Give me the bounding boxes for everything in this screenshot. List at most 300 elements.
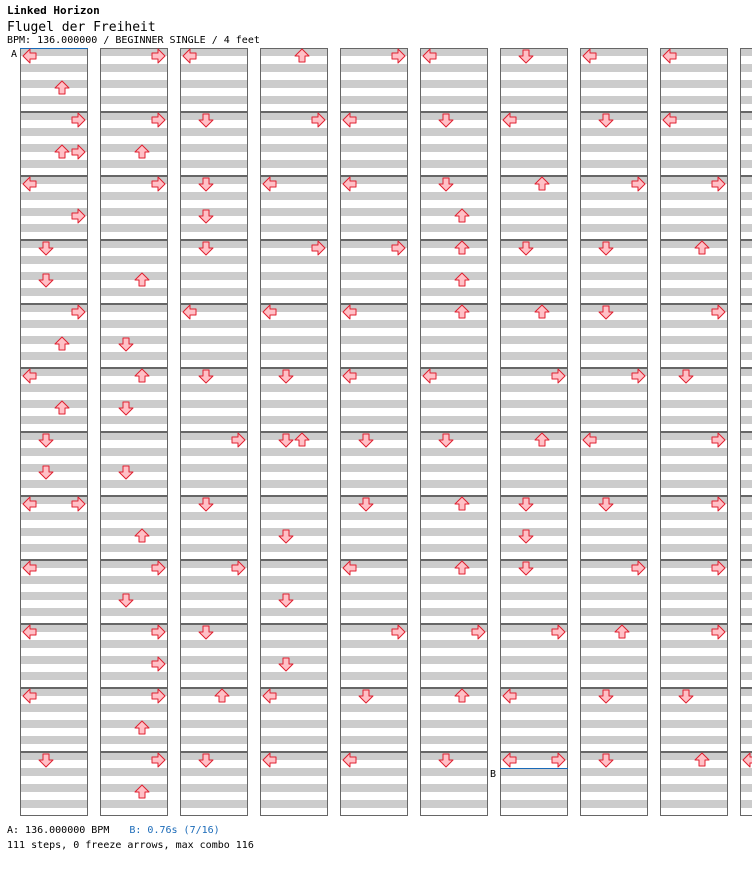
beat-stripe [580, 256, 648, 264]
beat-stripe [180, 720, 248, 728]
beat-stripe [260, 448, 328, 456]
beat-stripe [500, 64, 568, 72]
beat-stripe [660, 352, 728, 360]
beat-stripe [340, 672, 408, 680]
beat-stripe [660, 64, 728, 72]
measure [740, 688, 752, 752]
beat-stripe [420, 592, 488, 600]
beat-stripe [660, 208, 728, 216]
beat-stripe [20, 400, 88, 408]
beat-stripe [420, 704, 488, 712]
measure [260, 368, 328, 432]
beat-stripe [740, 144, 752, 152]
beat-stripe [500, 224, 568, 232]
beat-stripe [20, 448, 88, 456]
beat-stripe [580, 400, 648, 408]
beat-stripe [420, 160, 488, 168]
beat-stripe [500, 736, 568, 744]
beat-stripe [420, 576, 488, 584]
beat-stripe [100, 544, 168, 552]
beat-stripe [660, 480, 728, 488]
beat-stripe [660, 640, 728, 648]
beat-stripe [420, 112, 488, 120]
beat-stripe [260, 768, 328, 776]
beat-stripe [660, 192, 728, 200]
beat-stripe [660, 80, 728, 88]
beat-stripe [500, 560, 568, 568]
beat-stripe [260, 496, 328, 504]
beat-stripe [500, 176, 568, 184]
beat-stripe [100, 800, 168, 808]
beat-stripe [580, 320, 648, 328]
beat-stripe [180, 368, 248, 376]
beat-stripe [20, 416, 88, 424]
beat-stripe [740, 640, 752, 648]
beat-stripe [260, 544, 328, 552]
beat-stripe [20, 640, 88, 648]
beat-stripe [180, 208, 248, 216]
beat-stripe [340, 656, 408, 664]
beat-stripe [580, 160, 648, 168]
beat-stripe [20, 480, 88, 488]
beat-stripe [740, 304, 752, 312]
beat-stripe [260, 80, 328, 88]
beat-stripe [100, 464, 168, 472]
beat-stripe [20, 784, 88, 792]
stop-marker-label: B [490, 769, 497, 780]
measure [740, 496, 752, 560]
beat-stripe [20, 704, 88, 712]
beat-stripe [740, 448, 752, 456]
measure [180, 368, 248, 432]
beat-stripe [740, 576, 752, 584]
artist-name: Linked Horizon [7, 4, 100, 17]
measure [100, 240, 168, 304]
beat-stripe [500, 464, 568, 472]
beat-stripe [20, 528, 88, 536]
beat-stripe [20, 336, 88, 344]
beat-stripe [580, 688, 648, 696]
beat-stripe [580, 192, 648, 200]
beat-stripe [500, 608, 568, 616]
beat-stripe [20, 592, 88, 600]
beat-stripe [500, 144, 568, 152]
beat-stripe [340, 160, 408, 168]
beat-stripe [340, 800, 408, 808]
beat-stripe [660, 576, 728, 584]
beat-stripe [340, 592, 408, 600]
beat-stripe [180, 256, 248, 264]
beat-stripe [20, 128, 88, 136]
beat-stripe [100, 496, 168, 504]
measure [180, 112, 248, 176]
measure-grid [20, 48, 752, 816]
beat-stripe [260, 592, 328, 600]
beat-stripe [180, 352, 248, 360]
beat-stripe [180, 288, 248, 296]
beat-stripe [260, 576, 328, 584]
beat-stripe [420, 64, 488, 72]
measure [420, 560, 488, 624]
measure [500, 496, 568, 560]
beat-stripe [580, 464, 648, 472]
beat-stripe [180, 384, 248, 392]
beat-stripe [660, 544, 728, 552]
beat-stripe [100, 736, 168, 744]
beat-stripe [180, 480, 248, 488]
beat-stripe [500, 288, 568, 296]
beat-stripe [580, 416, 648, 424]
beat-stripe [260, 336, 328, 344]
beat-stripe [580, 112, 648, 120]
bpm-marker-label: A [11, 49, 18, 60]
measure [740, 624, 752, 688]
song-title: Flugel der Freiheit [7, 20, 156, 35]
beat-stripe [420, 352, 488, 360]
beat-stripe [500, 256, 568, 264]
beat-stripe [420, 496, 488, 504]
measure [20, 432, 88, 496]
beat-stripe [260, 192, 328, 200]
beat-stripe [420, 560, 488, 568]
beat-stripe [180, 528, 248, 536]
measure [340, 496, 408, 560]
beat-stripe [100, 192, 168, 200]
measure [660, 688, 728, 752]
beat-stripe [100, 720, 168, 728]
beat-stripe [660, 384, 728, 392]
measure [500, 176, 568, 240]
beat-stripe [20, 576, 88, 584]
beat-stripe [500, 80, 568, 88]
beat-stripe [180, 768, 248, 776]
beat-stripe [340, 64, 408, 72]
beat-stripe [580, 592, 648, 600]
beat-stripe [260, 656, 328, 664]
step-stats: 111 steps, 0 freeze arrows, max combo 116 [7, 840, 254, 851]
measure [740, 304, 752, 368]
beat-stripe [420, 800, 488, 808]
beat-stripe [740, 272, 752, 280]
beat-stripe [740, 512, 752, 520]
beat-stripe [420, 80, 488, 88]
beat-stripe [420, 608, 488, 616]
beat-stripe [740, 336, 752, 344]
beat-stripe [420, 448, 488, 456]
beat-stripe [260, 288, 328, 296]
beat-stripe [660, 656, 728, 664]
beat-stripe [740, 48, 752, 56]
measure [20, 240, 88, 304]
measure [580, 496, 648, 560]
beat-stripe [260, 384, 328, 392]
beat-stripe [500, 320, 568, 328]
beat-stripe [500, 208, 568, 216]
beat-stripe [420, 192, 488, 200]
beat-stripe [180, 192, 248, 200]
beat-stripe [340, 384, 408, 392]
beat-stripe [100, 160, 168, 168]
beat-stripe [100, 368, 168, 376]
beat-stripe [580, 224, 648, 232]
measure [500, 304, 568, 368]
measure [740, 112, 752, 176]
beat-stripe [260, 128, 328, 136]
beat-stripe [100, 96, 168, 104]
measure [740, 432, 752, 496]
measure [740, 48, 752, 112]
beat-stripe [20, 256, 88, 264]
beat-stripe [340, 128, 408, 136]
beat-stripe [740, 592, 752, 600]
beat-stripe [660, 768, 728, 776]
beat-stripe [260, 512, 328, 520]
beat-stripe [580, 240, 648, 248]
beat-stripe [180, 176, 248, 184]
beat-stripe [20, 720, 88, 728]
beat-stripe [500, 528, 568, 536]
beat-stripe [740, 544, 752, 552]
beat-stripe [180, 240, 248, 248]
beat-stripe [500, 512, 568, 520]
measure [500, 560, 568, 624]
beat-stripe [180, 224, 248, 232]
beat-stripe [580, 672, 648, 680]
beat-stripe [740, 496, 752, 504]
beat-stripe [660, 704, 728, 712]
beat-stripe [500, 400, 568, 408]
beat-stripe [100, 608, 168, 616]
beat-stripe [420, 480, 488, 488]
beat-stripe [260, 64, 328, 72]
beat-stripe [740, 560, 752, 568]
measure [580, 752, 648, 816]
beat-stripe [420, 720, 488, 728]
beat-stripe [500, 416, 568, 424]
beat-stripe [260, 224, 328, 232]
beat-stripe [180, 464, 248, 472]
beat-stripe [580, 96, 648, 104]
beat-stripe [260, 736, 328, 744]
measure [180, 752, 248, 816]
measure [420, 496, 488, 560]
beat-stripe [340, 448, 408, 456]
beat-stripe [500, 784, 568, 792]
beat-stripe [420, 320, 488, 328]
measure [20, 752, 88, 816]
measure [260, 48, 328, 112]
measure [500, 432, 568, 496]
beat-stripe [500, 704, 568, 712]
beat-stripe [740, 208, 752, 216]
measure [420, 688, 488, 752]
beat-stripe [420, 304, 488, 312]
measure [420, 304, 488, 368]
beat-stripe [740, 800, 752, 808]
beat-stripe [180, 544, 248, 552]
beat-stripe [420, 272, 488, 280]
beat-stripe [340, 224, 408, 232]
measure [340, 432, 408, 496]
beat-stripe [580, 608, 648, 616]
beat-stripe [20, 272, 88, 280]
beat-stripe [260, 432, 328, 440]
beat-stripe [100, 304, 168, 312]
beat-stripe [740, 96, 752, 104]
beat-stripe [100, 352, 168, 360]
beat-stripe [340, 208, 408, 216]
beat-stripe [740, 384, 752, 392]
beat-stripe [660, 512, 728, 520]
beat-stripe [100, 512, 168, 520]
beat-stripe [260, 640, 328, 648]
beat-stripe [20, 320, 88, 328]
beat-stripe [100, 384, 168, 392]
beat-stripe [260, 368, 328, 376]
beat-stripe [20, 384, 88, 392]
beat-stripe [580, 496, 648, 504]
beat-stripe [580, 720, 648, 728]
beat-stripe [740, 672, 752, 680]
beat-stripe [260, 272, 328, 280]
beat-stripe [260, 720, 328, 728]
beat-stripe [340, 704, 408, 712]
beat-stripe [340, 784, 408, 792]
beat-stripe [500, 672, 568, 680]
beat-stripe [20, 64, 88, 72]
beat-stripe [420, 224, 488, 232]
beat-stripe [20, 432, 88, 440]
beat-stripe [180, 784, 248, 792]
beat-stripe [340, 288, 408, 296]
beat-stripe [420, 544, 488, 552]
beat-stripe [420, 640, 488, 648]
beat-stripe [260, 704, 328, 712]
beat-stripe [180, 64, 248, 72]
beat-stripe [420, 288, 488, 296]
beat-stripe [100, 288, 168, 296]
beat-stripe [740, 528, 752, 536]
beat-stripe [260, 96, 328, 104]
beat-stripe [500, 272, 568, 280]
beat-stripe [100, 400, 168, 408]
beat-stripe [100, 144, 168, 152]
beat-stripe [660, 784, 728, 792]
beat-stripe [260, 256, 328, 264]
measure [420, 752, 488, 816]
beat-stripe [420, 128, 488, 136]
beat-stripe [100, 416, 168, 424]
beat-stripe [660, 688, 728, 696]
beat-stripe [500, 432, 568, 440]
beat-stripe [500, 448, 568, 456]
beat-stripe [20, 160, 88, 168]
beat-stripe [580, 352, 648, 360]
beat-stripe [260, 528, 328, 536]
beat-stripe [740, 720, 752, 728]
beat-stripe [340, 544, 408, 552]
beat-stripe [580, 144, 648, 152]
beat-stripe [20, 80, 88, 88]
beat-stripe [180, 736, 248, 744]
measure [180, 176, 248, 240]
beat-stripe [740, 768, 752, 776]
beat-stripe [260, 320, 328, 328]
beat-stripe [340, 320, 408, 328]
beat-stripe [20, 512, 88, 520]
beat-stripe [740, 352, 752, 360]
measure [260, 560, 328, 624]
beat-stripe [340, 96, 408, 104]
measure [420, 240, 488, 304]
measure [580, 304, 648, 368]
beat-stripe [420, 736, 488, 744]
beat-stripe [740, 480, 752, 488]
beat-stripe [180, 272, 248, 280]
beat-stripe [180, 496, 248, 504]
beat-stripe [20, 736, 88, 744]
beat-stripe [180, 656, 248, 664]
measure [740, 240, 752, 304]
beat-stripe [740, 688, 752, 696]
beat-stripe [660, 320, 728, 328]
beat-stripe [740, 128, 752, 136]
beat-stripe [740, 176, 752, 184]
beat-stripe [180, 112, 248, 120]
beat-stripe [580, 64, 648, 72]
beat-stripe [500, 352, 568, 360]
beat-stripe [580, 752, 648, 760]
beat-stripe [660, 464, 728, 472]
beat-stripe [180, 592, 248, 600]
beat-stripe [580, 656, 648, 664]
beat-stripe [180, 672, 248, 680]
measure [740, 368, 752, 432]
beat-stripe [740, 240, 752, 248]
measure [180, 496, 248, 560]
beat-stripe [740, 224, 752, 232]
measure [180, 624, 248, 688]
beat-stripe [660, 272, 728, 280]
measure [500, 48, 568, 112]
beat-stripe [180, 400, 248, 408]
beat-stripe [580, 704, 648, 712]
measure [420, 432, 488, 496]
beat-stripe [580, 480, 648, 488]
beat-stripe [740, 656, 752, 664]
beat-stripe [500, 496, 568, 504]
beat-stripe [20, 672, 88, 680]
measure [340, 688, 408, 752]
beat-stripe [20, 768, 88, 776]
measure [100, 304, 168, 368]
beat-stripe [340, 496, 408, 504]
beat-stripe [660, 160, 728, 168]
beat-stripe [660, 672, 728, 680]
beat-stripe [100, 336, 168, 344]
beat-stripe [340, 688, 408, 696]
beat-stripe [420, 672, 488, 680]
beat-stripe [500, 240, 568, 248]
beat-stripe [420, 144, 488, 152]
measure [580, 624, 648, 688]
beat-stripe [340, 768, 408, 776]
stop-legend: B: 0.76s (7/16) [129, 825, 220, 836]
measure [420, 176, 488, 240]
beat-stripe [260, 560, 328, 568]
beat-stripe [340, 352, 408, 360]
beat-stripe [180, 688, 248, 696]
